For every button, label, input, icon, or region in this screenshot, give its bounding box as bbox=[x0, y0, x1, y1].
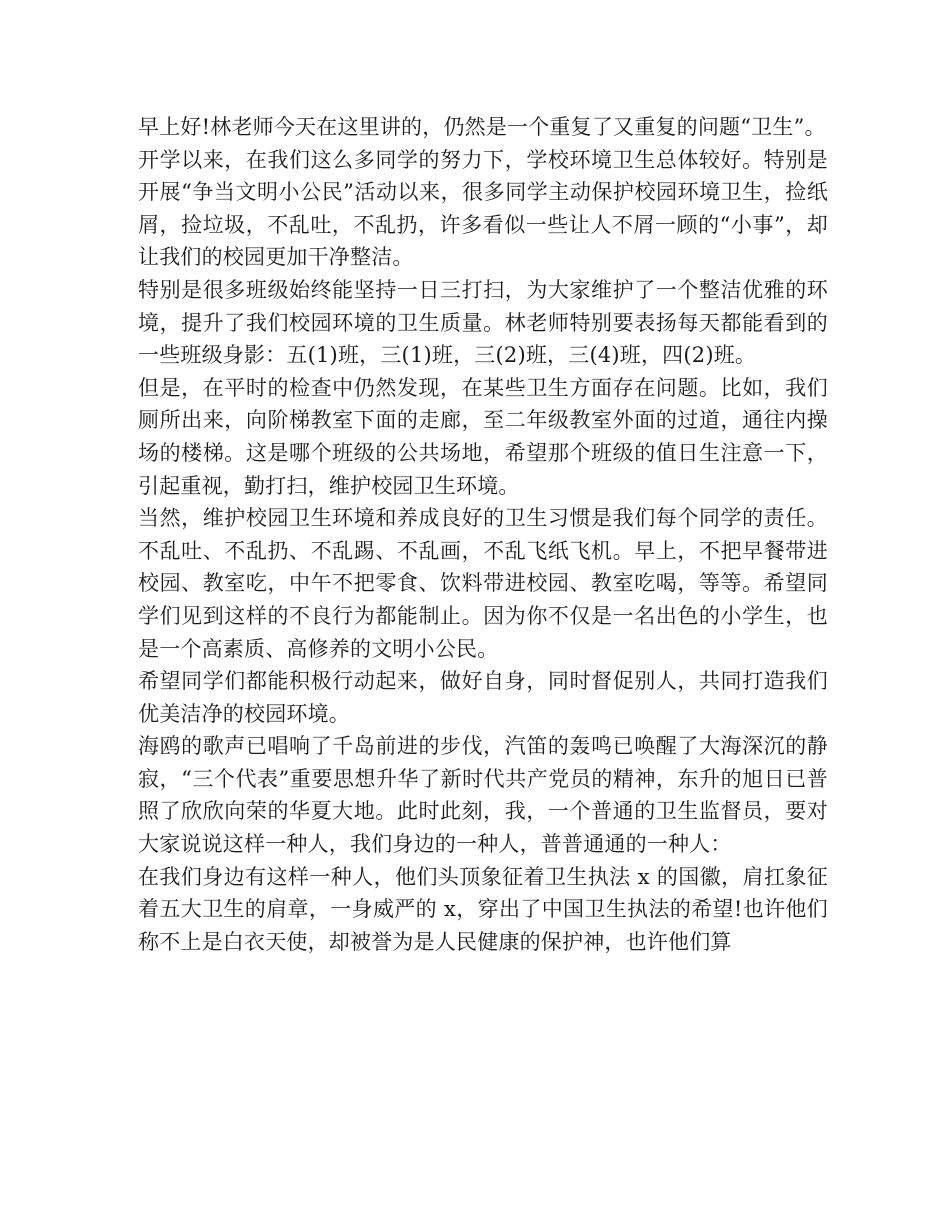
paragraph-class-praise: 特别是很多班级始终能坚持一日三打扫，为大家维护了一个整洁优雅的环境，提升了我们校园环境的卫生质量。林老师特别要表扬每天都能看到的一些班级身影：五(1)班，三(1)班，三(2)班，三(4)班，四(2)班。 bbox=[138, 277, 828, 368]
paragraph-call-to-action: 希望同学们都能积极行动起来，做好自身，同时督促别人，共同打造我们优美洁净的校园环境。 bbox=[138, 669, 828, 726]
paragraph-school-environment: 开学以来，在我们这么多同学的努力下，学校环境卫生总体较好。特别是开展“争当文明小公民”活动以来，很多同学主动保护校园环境卫生，捡纸屑，捡垃圾，不乱吐，不乱扔，许多看似一些让人不屑一顾的“小事”，却让我们的校园更加干净整洁。 bbox=[138, 147, 828, 270]
paragraph-responsibility: 当然，维护校园卫生环境和养成良好的卫生习惯是我们每个同学的责任。不乱吐、不乱扔、不乱踢、不乱画，不乱飞纸飞机。早上，不把早餐带进校园、教室吃，中午不把零食、饮料带进校园、教室吃喝，等等。希望同学们见到这样的不良行为都能制止。因为你不仅是一名出色的小学生，也是一个高素质、高修养的文明小公民。 bbox=[138, 506, 828, 661]
paragraph-health-inspectors: 在我们身边有这样一种人，他们头顶象征着卫生执法 x 的国徽，肩扛象征着五大卫生的肩章，一身威严的 x，穿出了中国卫生执法的希望!也许他们称不上是白衣天使，却被誉为是人民健康的保护神，也许他们算 bbox=[138, 864, 828, 954]
paragraph-greeting: 早上好!林老师今天在这里讲的，仍然是一个重复了又重复的问题“卫生”。 bbox=[138, 115, 826, 139]
document-body bbox=[138, 111, 828, 958]
paragraph-problems: 但是，在平时的检查中仍然发现，在某些卫生方面存在问题。比如，我们厕所出来，向阶梯教室下面的走廊，至二年级教室外面的过道，通往内操场的楼梯。这是哪个班级的公共场地，希望那个班级的值日生注意一下，引起重视，勤打扫，维护校园卫生环境。 bbox=[138, 375, 828, 498]
paragraph-speech-intro: 海鸥的歌声已唱响了千岛前进的步伐，汽笛的轰鸣已唤醒了大海深沉的静寂，“三个代表”重要思想升华了新时代共产党员的精神，东升的旭日已普照了欣欣向荣的华夏大地。此时此刻，我，一个普通的卫生监督员，要对大家说说这样一种人，我们身边的一种人，普普通通的一种人： bbox=[138, 734, 828, 857]
